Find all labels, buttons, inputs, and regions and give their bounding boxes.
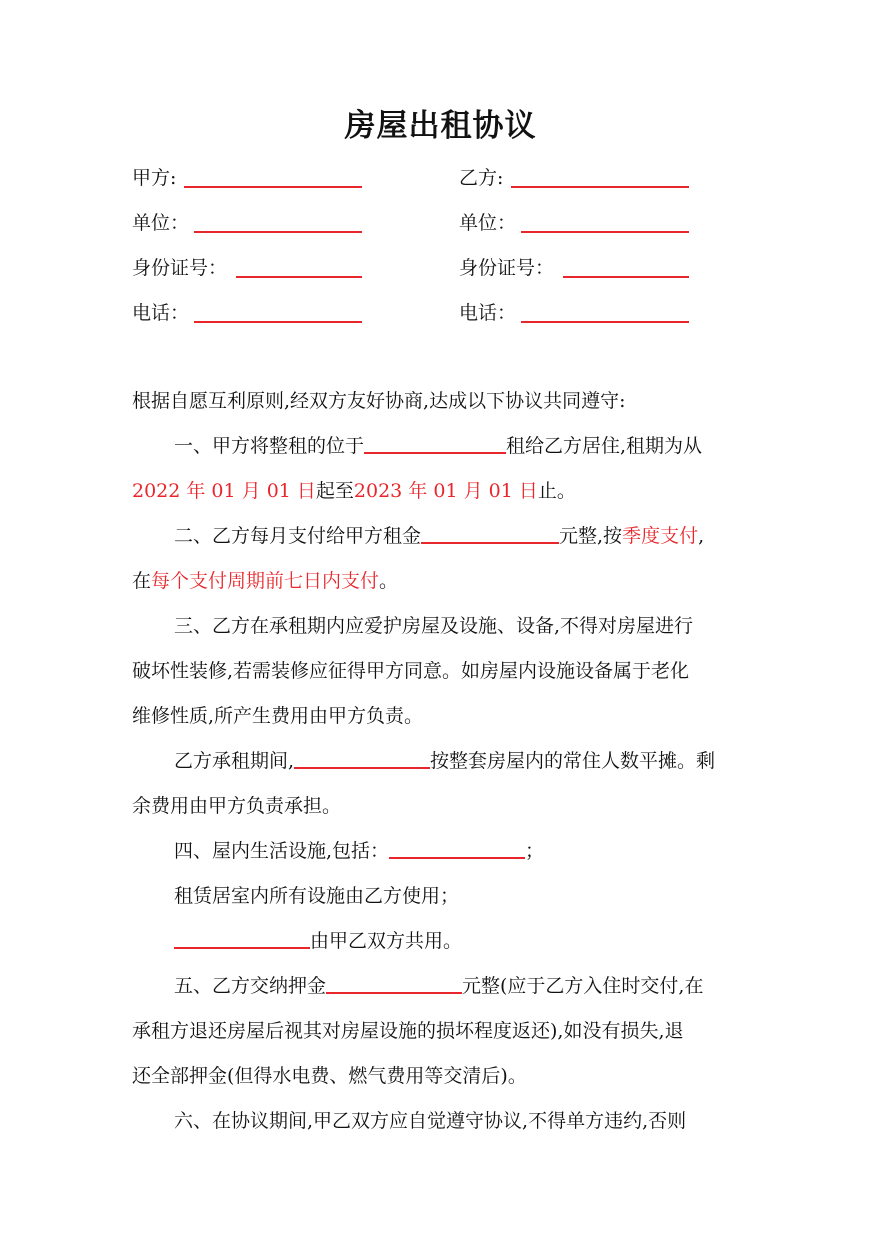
party-b-unit-label: 单位： <box>459 212 517 234</box>
clause-6-line-1: 六、在协议期间,甲乙双方应自觉遵守协议,不得单方违约,否则 <box>174 1110 687 1132</box>
payment-deadline: 每个支付周期前七日内支付 <box>151 570 380 592</box>
document-title: 房屋出租协议 <box>344 108 537 144</box>
party-a-phone-label: 电话： <box>132 302 190 324</box>
clause-3-line-1: 三、乙方在承租期内应爱护房屋及设施、设备,不得对房屋进行 <box>174 615 694 637</box>
clause-1-text: 一、甲方将整租的位于 <box>174 435 365 457</box>
party-b-unit-blank[interactable] <box>521 231 689 233</box>
party-a-unit-field <box>132 210 189 236</box>
facilities-blank[interactable] <box>389 835 525 859</box>
clause-3-line-2: 破坏性装修,若需装修应征得甲方同意。如房屋内设施设备属于老化 <box>132 660 690 682</box>
clause-4-line-1 <box>132 829 758 874</box>
party-b-id-blank[interactable] <box>563 276 689 278</box>
party-b-phone-blank[interactable] <box>521 321 689 323</box>
shared-cost-blank[interactable] <box>294 745 430 769</box>
clause-2-text-b: 元整,按 <box>559 525 623 547</box>
party-b-unit-field <box>459 210 516 236</box>
clause-5-text: 五、乙方交纳押金 <box>174 975 327 997</box>
party-a-label: 甲方: <box>132 167 177 189</box>
party-a-id-field <box>132 255 227 281</box>
party-a-unit-blank[interactable] <box>194 231 362 233</box>
party-b-field <box>459 165 503 191</box>
clause-2-line-1 <box>132 514 758 559</box>
clause-4-text: 四、屋内生活设施,包括： <box>174 840 390 862</box>
clause-2-line-2 <box>132 559 758 604</box>
clause-5-line-1 <box>132 964 758 1009</box>
clause-1-line-1 <box>132 424 758 469</box>
party-b-id-field <box>459 255 554 281</box>
clause-4-text-b: ； <box>525 840 545 862</box>
clause-1-text-b: 租给乙方居住,租期为从 <box>506 435 703 457</box>
clause-3b-line-2: 余费用由甲方负责承担。 <box>132 795 342 817</box>
clause-3-line-3: 维修性质,所产生费用由甲方负责。 <box>132 705 424 727</box>
party-b-phone-label: 电话： <box>459 302 517 324</box>
deposit-amount-blank[interactable] <box>326 970 462 994</box>
clause-4-text-c: 由甲乙双方共用。 <box>310 930 463 952</box>
shared-facilities-blank[interactable] <box>174 925 310 949</box>
party-a-phone-field <box>132 300 189 326</box>
party-a-field <box>132 165 176 191</box>
party-a-phone-blank[interactable] <box>194 321 362 323</box>
clause-2-text-e: 。 <box>379 570 399 592</box>
clause-1-text-d: 止。 <box>537 480 576 502</box>
party-b-blank[interactable] <box>511 186 689 188</box>
clause-2-text: 二、乙方每月支付给甲方租金 <box>174 525 422 547</box>
payment-mode: 季度支付 <box>622 525 699 547</box>
clause-2-text-d: 在 <box>132 570 152 592</box>
party-a-unit-label: 单位： <box>132 212 190 234</box>
address-blank[interactable] <box>364 430 506 454</box>
clause-5-line-3: 还全部押金(但得水电费、燃气费用等交清后)。 <box>132 1065 527 1087</box>
party-b-phone-field <box>459 300 516 326</box>
clause-3b-line-1 <box>132 739 758 784</box>
agreement-body <box>132 379 758 1144</box>
clause-4-line-2: 租赁居室内所有设施由乙方使用； <box>174 885 460 907</box>
lease-end-date: 2023 年 01 月 01 日 <box>353 480 538 502</box>
clause-1-text-c: 起至 <box>315 480 354 502</box>
clause-5-text-b: 元整(应于乙方入住时交付,在 <box>462 975 704 997</box>
party-a-blank[interactable] <box>184 186 362 188</box>
intro-paragraph: 根据自愿互利原则,经双方友好协商,达成以下协议共同遵守: <box>132 390 626 412</box>
clause-1-line-2 <box>132 469 758 514</box>
clause-4-line-3 <box>132 919 758 964</box>
rent-amount-blank[interactable] <box>421 520 559 544</box>
clause-3b-text: 乙方承租期间, <box>174 750 295 772</box>
clause-3b-text-b: 按整套房屋内的常住人数平摊。剩 <box>430 750 716 772</box>
lease-start-date: 2022 年 01 月 01 日 <box>132 480 316 502</box>
party-b-id-label: 身份证号： <box>459 257 555 279</box>
clause-2-text-c: , <box>698 525 705 547</box>
party-a-id-label: 身份证号： <box>132 257 228 279</box>
clause-5-line-2: 承租方退还房屋后视其对房屋设施的损坏程度返还),如没有损失,退 <box>132 1020 684 1042</box>
party-a-id-blank[interactable] <box>236 276 362 278</box>
party-b-label: 乙方: <box>459 167 504 189</box>
